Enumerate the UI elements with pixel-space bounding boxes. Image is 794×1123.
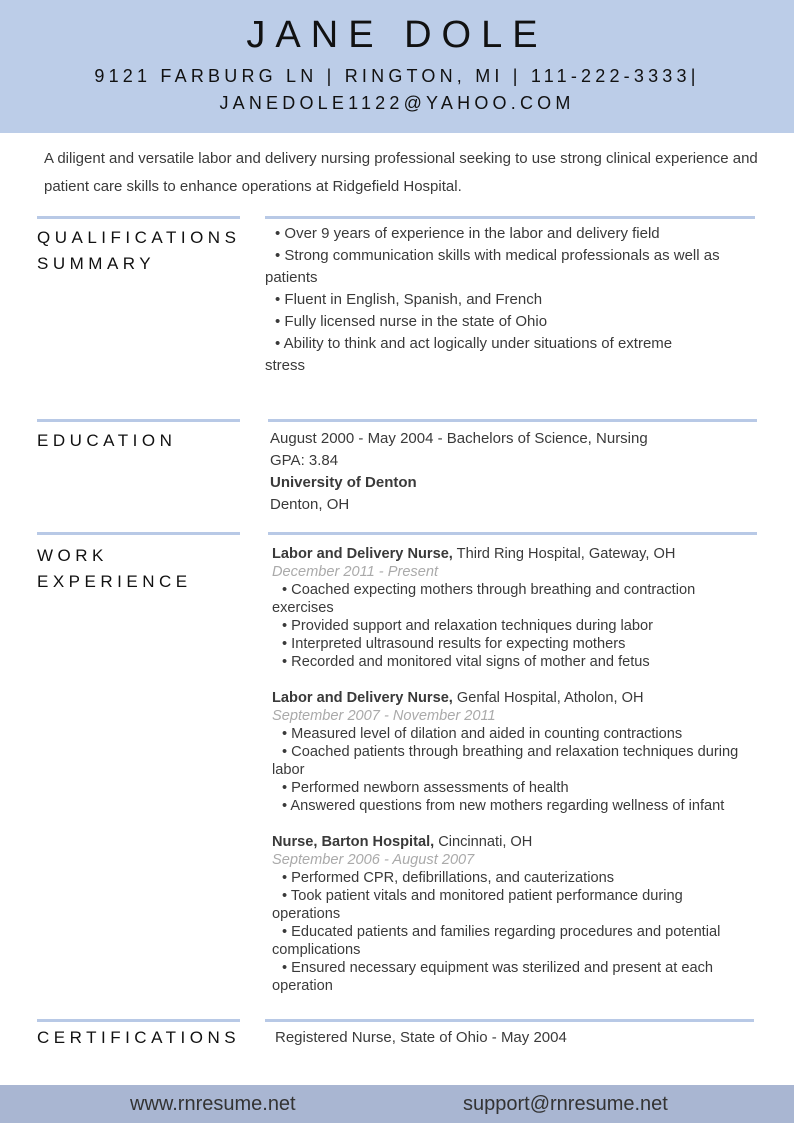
- objective-statement: A diligent and versatile labor and delivery nursing professional seeking to use strong clinical experience and patient care skills to enhance operations at Ridgefield Hospital.: [44, 150, 758, 195]
- education-location: Denton, OH: [270, 496, 350, 513]
- contact-address-phone: 9121 FARBURG LN | RINGTON, MI | 111-222-3333|: [94, 66, 700, 86]
- job-title: Nurse, Barton Hospital,: [272, 834, 435, 850]
- job-entry: [272, 545, 750, 671]
- certification-item: Registered Nurse, State of Ohio - May 2004: [275, 1029, 567, 1046]
- qualifications-list: [265, 223, 745, 377]
- qualification-item: • Fluent in English, Spanish, and French: [275, 291, 543, 308]
- section-divider: [37, 419, 240, 422]
- education-degree: August 2000 - May 2004 - Bachelors of Science, Nursing: [270, 430, 648, 447]
- job-place: Genfal Hospital, Atholon, OH: [452, 690, 644, 706]
- certifications-title: CERTIFICATIONS: [37, 1028, 241, 1047]
- email-link[interactable]: support@rnresume.net: [463, 1093, 668, 1115]
- job-bullet: • Interpreted ultrasound results for expecting mothers: [282, 636, 626, 652]
- job-bullet: • Coached patients through breathing and relaxation techniques during labor: [272, 744, 739, 778]
- website-link[interactable]: www.rnresume.net: [130, 1093, 296, 1115]
- title-line: QUALIFICATIONS: [37, 228, 241, 247]
- job-bullet: • Provided support and relaxation techniques during labor: [282, 618, 654, 634]
- title-line: EXPERIENCE: [37, 572, 192, 591]
- job-bullet: • Recorded and monitored vital signs of mother and fetus: [282, 654, 650, 670]
- job-bullet: • Took patient vitals and monitored patient performance during operations: [272, 888, 683, 922]
- qualification-item: • Ability to think and act logically under situations of extreme stress: [265, 335, 673, 374]
- section-divider: [37, 1019, 240, 1022]
- qualification-item: • Strong communication skills with medical professionals as well as patients: [265, 247, 720, 286]
- title-line: SUMMARY: [37, 254, 156, 273]
- job-bullet: • Educated patients and families regarding procedures and potential complications: [272, 924, 721, 958]
- job-bullet: • Ensured necessary equipment was sterilized and present at each operation: [272, 960, 714, 994]
- job-place: Third Ring Hospital, Gateway, OH: [452, 546, 676, 562]
- education-school: University of Denton: [270, 474, 417, 491]
- section-divider: [268, 532, 757, 535]
- job-place: Cincinnati, OH: [434, 834, 533, 850]
- job-dates: December 2011 - Present: [272, 564, 439, 580]
- section-divider: [37, 532, 240, 535]
- work-title: [37, 543, 192, 595]
- job-entry: [272, 833, 750, 995]
- candidate-name: JANE DOLE: [246, 14, 548, 56]
- title-line: WORK: [37, 546, 108, 565]
- section-divider: [265, 1019, 754, 1022]
- job-entry: [272, 689, 750, 815]
- contact-email: JANEDOLE1122@YAHOO.COM: [219, 93, 575, 113]
- job-bullet: • Measured level of dilation and aided in counting contractions: [282, 726, 683, 742]
- qualification-item: • Fully licensed nurse in the state of Ohio: [275, 313, 548, 330]
- job-title: Labor and Delivery Nurse,: [272, 546, 453, 562]
- job-dates: September 2006 - August 2007: [272, 852, 475, 868]
- section-divider: [37, 216, 240, 219]
- job-bullet: • Coached expecting mothers through breathing and contraction exercises: [272, 582, 696, 616]
- job-bullet: • Performed CPR, defibrillations, and cauterizations: [282, 870, 615, 886]
- qualification-item: • Over 9 years of experience in the labor and delivery field: [275, 225, 660, 242]
- job-bullet: • Answered questions from new mothers regarding wellness of infant: [282, 798, 725, 814]
- section-divider: [265, 216, 755, 219]
- work-experience-list: [272, 545, 750, 995]
- job-bullet: • Performed newborn assessments of health: [282, 780, 569, 796]
- section-divider: [268, 419, 757, 422]
- qualifications-title: [37, 225, 240, 277]
- job-title: Labor and Delivery Nurse,: [272, 690, 453, 706]
- job-dates: September 2007 - November 2011: [272, 708, 496, 724]
- education-gpa: GPA: 3.84: [270, 452, 339, 469]
- footer: [0, 1085, 794, 1123]
- education-details: [270, 428, 750, 516]
- education-title: EDUCATION: [37, 431, 177, 450]
- resume-header: [0, 0, 794, 133]
